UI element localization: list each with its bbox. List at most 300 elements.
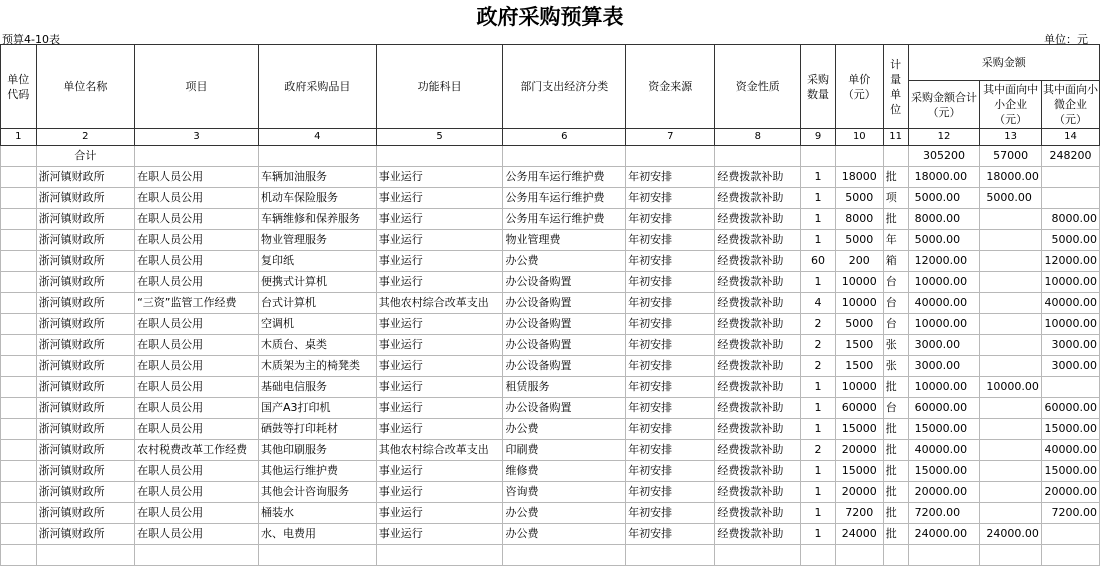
cell-source: 年初安排 (626, 167, 715, 188)
cell-source: 年初安排 (626, 335, 715, 356)
cell-project: 在职人员公用 (135, 377, 259, 398)
cell-unit-code (1, 377, 37, 398)
cell-total: 7200.00 (908, 503, 980, 524)
cell-source: 年初安排 (626, 314, 715, 335)
cell-nature: 经费拨款补助 (715, 503, 801, 524)
cell-qty: 2 (801, 440, 836, 461)
cell-source: 年初安排 (626, 461, 715, 482)
cell-unit: 浙河镇财政所 (36, 293, 135, 314)
cell-uom: 台 (883, 272, 908, 293)
cell-total: 18000.00 (908, 167, 980, 188)
total-label: 合计 (36, 146, 135, 167)
cell-source: 年初安排 (626, 482, 715, 503)
cell-total: 3000.00 (908, 335, 980, 356)
cell-item: 桶装水 (258, 503, 376, 524)
cell-sme: 5000.00 (980, 188, 1042, 209)
table-row (1, 209, 1100, 230)
cell-price: 15000 (835, 461, 883, 482)
cell-func: 事业运行 (376, 503, 503, 524)
cell-item: 木质台、桌类 (258, 335, 376, 356)
cell-uom: 批 (883, 419, 908, 440)
cell-unit: 浙河镇财政所 (36, 398, 135, 419)
cell-project: “三资”监管工作经费 (135, 293, 259, 314)
cell-nature: 经费拨款补助 (715, 524, 801, 545)
th-unit-name: 单位名称 (36, 45, 135, 129)
cell-nature: 经费拨款补助 (715, 461, 801, 482)
col-number: 11 (883, 129, 908, 146)
cell-unit: 浙河镇财政所 (36, 482, 135, 503)
cell-uom: 台 (883, 314, 908, 335)
cell-uom: 批 (883, 377, 908, 398)
table-row (1, 419, 1100, 440)
cell-total: 5000.00 (908, 230, 980, 251)
cell-unit: 浙河镇财政所 (36, 461, 135, 482)
cell-project: 在职人员公用 (135, 251, 259, 272)
cell-unit-code (1, 167, 37, 188)
cell-nature: 经费拨款补助 (715, 440, 801, 461)
cell-func: 事业运行 (376, 419, 503, 440)
cell-project: 在职人员公用 (135, 461, 259, 482)
cell-nature: 经费拨款补助 (715, 356, 801, 377)
cell-item: 车辆加油服务 (258, 167, 376, 188)
cell-unit-code (1, 188, 37, 209)
cell-sme (980, 314, 1042, 335)
cell-uom: 批 (883, 167, 908, 188)
cell-unit: 浙河镇财政所 (36, 419, 135, 440)
col-number: 10 (835, 129, 883, 146)
cell-econ: 印刷费 (503, 440, 626, 461)
cell-nature: 经费拨款补助 (715, 230, 801, 251)
cell-func: 事业运行 (376, 209, 503, 230)
cell-func: 事业运行 (376, 377, 503, 398)
cell-unit: 浙河镇财政所 (36, 209, 135, 230)
cell-item: 车辆维修和保养服务 (258, 209, 376, 230)
cell-sme: 24000.00 (980, 524, 1042, 545)
cell-source: 年初安排 (626, 230, 715, 251)
cell-unit-code (1, 419, 37, 440)
cell-project: 在职人员公用 (135, 167, 259, 188)
budget-table (0, 44, 1100, 566)
cell-price: 5000 (835, 230, 883, 251)
cell-price: 18000 (835, 167, 883, 188)
cell-price: 10000 (835, 293, 883, 314)
cell-econ: 公务用车运行维护费 (503, 167, 626, 188)
cell-price: 10000 (835, 272, 883, 293)
cell-unit: 浙河镇财政所 (36, 335, 135, 356)
cell-econ: 办公设备购置 (503, 314, 626, 335)
th-price: 单价（元） (835, 45, 883, 129)
cell-sme (980, 272, 1042, 293)
cell-qty: 4 (801, 293, 836, 314)
table-row (1, 461, 1100, 482)
cell-nature: 经费拨款补助 (715, 314, 801, 335)
cell-unit: 浙河镇财政所 (36, 188, 135, 209)
unit-label: 单位：元 (1044, 33, 1088, 46)
cell-econ: 办公设备购置 (503, 272, 626, 293)
cell-unit-code (1, 524, 37, 545)
col-number: 4 (258, 129, 376, 146)
th-total: 采购金额合计（元） (908, 81, 980, 129)
cell-unit: 浙河镇财政所 (36, 167, 135, 188)
col-number: 7 (626, 129, 715, 146)
cell-econ: 办公设备购置 (503, 293, 626, 314)
total-row (1, 146, 1100, 167)
th-econ: 部门支出经济分类 (503, 45, 626, 129)
cell-unit-code (1, 272, 37, 293)
table-row (1, 524, 1100, 545)
cell-sme: 18000.00 (980, 167, 1042, 188)
cell-econ: 办公费 (503, 524, 626, 545)
cell-micro: 10000.00 (1041, 314, 1099, 335)
cell-unit-code (1, 335, 37, 356)
col-number: 2 (36, 129, 135, 146)
cell-source: 年初安排 (626, 209, 715, 230)
cell-item: 水、电费用 (258, 524, 376, 545)
cell-unit-code (1, 440, 37, 461)
cell-micro: 40000.00 (1041, 293, 1099, 314)
cell-qty: 2 (801, 356, 836, 377)
col-number: 8 (715, 129, 801, 146)
cell-unit-code (1, 461, 37, 482)
page-title: 政府采购预算表 (476, 4, 624, 29)
cell-sme (980, 335, 1042, 356)
empty-row (1, 545, 1100, 566)
cell-uom: 批 (883, 482, 908, 503)
cell-micro: 15000.00 (1041, 419, 1099, 440)
col-number: 9 (801, 129, 836, 146)
cell-total: 40000.00 (908, 440, 980, 461)
cell-project: 在职人员公用 (135, 335, 259, 356)
cell-unit-code (1, 503, 37, 524)
cell-total: 10000.00 (908, 314, 980, 335)
cell-sme (980, 440, 1042, 461)
cell-sme (980, 461, 1042, 482)
cell-price: 60000 (835, 398, 883, 419)
table-row (1, 167, 1100, 188)
cell-uom: 批 (883, 461, 908, 482)
th-source: 资金来源 (626, 45, 715, 129)
cell-micro: 3000.00 (1041, 356, 1099, 377)
sub-header (0, 31, 1100, 45)
cell-total: 10000.00 (908, 272, 980, 293)
table-row (1, 398, 1100, 419)
cell-item: 机动车保险服务 (258, 188, 376, 209)
cell-econ: 咨询费 (503, 482, 626, 503)
cell-func: 其他农村综合改革支出 (376, 293, 503, 314)
cell-item: 物业管理服务 (258, 230, 376, 251)
cell-func: 事业运行 (376, 314, 503, 335)
cell-sme (980, 482, 1042, 503)
cell-sme (980, 209, 1042, 230)
cell-price: 1500 (835, 335, 883, 356)
table-row (1, 503, 1100, 524)
cell-micro: 12000.00 (1041, 251, 1099, 272)
cell-project: 农村税费改革工作经费 (135, 440, 259, 461)
cell-price: 8000 (835, 209, 883, 230)
cell-source: 年初安排 (626, 272, 715, 293)
cell-price: 24000 (835, 524, 883, 545)
cell-qty: 2 (801, 314, 836, 335)
th-uom: 计量单位 (883, 45, 908, 129)
cell-nature: 经费拨款补助 (715, 251, 801, 272)
cell-item: 便携式计算机 (258, 272, 376, 293)
cell-project: 在职人员公用 (135, 314, 259, 335)
cell-econ: 办公费 (503, 251, 626, 272)
cell-econ: 办公设备购置 (503, 398, 626, 419)
cell-unit: 浙河镇财政所 (36, 503, 135, 524)
cell-qty: 1 (801, 188, 836, 209)
cell-item: 其他会计咨询服务 (258, 482, 376, 503)
cell-econ: 办公设备购置 (503, 335, 626, 356)
cell-item: 木质架为主的椅凳类 (258, 356, 376, 377)
cell-qty: 1 (801, 461, 836, 482)
form-code: 预算4-10表 (2, 33, 60, 46)
cell-uom: 台 (883, 293, 908, 314)
cell-econ: 办公费 (503, 419, 626, 440)
cell-unit: 浙河镇财政所 (36, 230, 135, 251)
cell-func: 事业运行 (376, 356, 503, 377)
cell-micro (1041, 188, 1099, 209)
cell-item: 台式计算机 (258, 293, 376, 314)
cell-func: 事业运行 (376, 461, 503, 482)
cell-qty: 1 (801, 167, 836, 188)
cell-total: 15000.00 (908, 419, 980, 440)
col-number: 5 (376, 129, 503, 146)
cell-unit-code (1, 251, 37, 272)
cell-total: 3000.00 (908, 356, 980, 377)
cell-qty: 1 (801, 230, 836, 251)
th-micro: 其中面向小微企业（元） (1041, 81, 1099, 129)
cell-unit-code (1, 482, 37, 503)
table-row (1, 251, 1100, 272)
table-row (1, 272, 1100, 293)
cell-qty: 1 (801, 419, 836, 440)
cell-func: 事业运行 (376, 272, 503, 293)
th-nature: 资金性质 (715, 45, 801, 129)
cell-unit-code (1, 314, 37, 335)
cell-func: 其他农村综合改革支出 (376, 440, 503, 461)
cell-unit-code (1, 209, 37, 230)
cell-total: 24000.00 (908, 524, 980, 545)
cell-micro (1041, 377, 1099, 398)
cell-unit: 浙河镇财政所 (36, 356, 135, 377)
cell-source: 年初安排 (626, 440, 715, 461)
cell-total: 60000.00 (908, 398, 980, 419)
cell-uom: 项 (883, 188, 908, 209)
cell-qty: 1 (801, 377, 836, 398)
cell-func: 事业运行 (376, 524, 503, 545)
cell-sme (980, 251, 1042, 272)
cell-total: 8000.00 (908, 209, 980, 230)
cell-sme: 10000.00 (980, 377, 1042, 398)
table-row (1, 356, 1100, 377)
table-row (1, 377, 1100, 398)
cell-micro: 8000.00 (1041, 209, 1099, 230)
cell-qty: 1 (801, 503, 836, 524)
cell-price: 20000 (835, 440, 883, 461)
cell-price: 200 (835, 251, 883, 272)
cell-uom: 批 (883, 524, 908, 545)
cell-qty: 1 (801, 209, 836, 230)
cell-uom: 台 (883, 398, 908, 419)
cell-unit: 浙河镇财政所 (36, 524, 135, 545)
cell-uom: 批 (883, 440, 908, 461)
cell-func: 事业运行 (376, 188, 503, 209)
cell-total: 20000.00 (908, 482, 980, 503)
cell-price: 5000 (835, 188, 883, 209)
cell-sme (980, 419, 1042, 440)
cell-nature: 经费拨款补助 (715, 377, 801, 398)
header-row-top (1, 45, 1100, 81)
cell-func: 事业运行 (376, 230, 503, 251)
total-sme: 57000 (980, 146, 1042, 167)
cell-unit: 浙河镇财政所 (36, 251, 135, 272)
cell-item: 其他印刷服务 (258, 440, 376, 461)
cell-source: 年初安排 (626, 251, 715, 272)
total-micro: 248200 (1041, 146, 1099, 167)
cell-uom: 批 (883, 503, 908, 524)
cell-uom: 张 (883, 356, 908, 377)
total-amount: 305200 (908, 146, 980, 167)
cell-nature: 经费拨款补助 (715, 167, 801, 188)
cell-nature: 经费拨款补助 (715, 188, 801, 209)
cell-sme (980, 293, 1042, 314)
cell-nature: 经费拨款补助 (715, 272, 801, 293)
th-amount-group: 采购金额 (908, 45, 1099, 81)
table-row (1, 482, 1100, 503)
cell-econ: 办公费 (503, 503, 626, 524)
cell-project: 在职人员公用 (135, 524, 259, 545)
cell-func: 事业运行 (376, 482, 503, 503)
table-row (1, 440, 1100, 461)
cell-source: 年初安排 (626, 503, 715, 524)
cell-uom: 年 (883, 230, 908, 251)
cell-micro: 60000.00 (1041, 398, 1099, 419)
th-project: 项目 (135, 45, 259, 129)
table-row (1, 335, 1100, 356)
table-row (1, 230, 1100, 251)
cell-price: 7200 (835, 503, 883, 524)
cell-econ: 维修费 (503, 461, 626, 482)
cell-project: 在职人员公用 (135, 398, 259, 419)
cell-nature: 经费拨款补助 (715, 209, 801, 230)
cell-project: 在职人员公用 (135, 209, 259, 230)
cell-source: 年初安排 (626, 524, 715, 545)
cell-sme (980, 503, 1042, 524)
cell-func: 事业运行 (376, 398, 503, 419)
cell-unit-code (1, 398, 37, 419)
cell-nature: 经费拨款补助 (715, 293, 801, 314)
cell-uom: 箱 (883, 251, 908, 272)
cell-econ: 物业管理费 (503, 230, 626, 251)
cell-project: 在职人员公用 (135, 419, 259, 440)
cell-uom: 批 (883, 209, 908, 230)
column-number-row (1, 129, 1100, 146)
th-category: 政府采购品目 (258, 45, 376, 129)
cell-price: 10000 (835, 377, 883, 398)
cell-project: 在职人员公用 (135, 356, 259, 377)
cell-source: 年初安排 (626, 293, 715, 314)
cell-sme (980, 230, 1042, 251)
cell-qty: 60 (801, 251, 836, 272)
cell-price: 5000 (835, 314, 883, 335)
cell-item: 复印纸 (258, 251, 376, 272)
cell-source: 年初安排 (626, 377, 715, 398)
cell-econ: 办公设备购置 (503, 356, 626, 377)
cell-econ: 租赁服务 (503, 377, 626, 398)
cell-nature: 经费拨款补助 (715, 335, 801, 356)
cell-price: 1500 (835, 356, 883, 377)
cell-qty: 1 (801, 482, 836, 503)
cell-unit-code (1, 230, 37, 251)
cell-item: 硒鼓等打印耗材 (258, 419, 376, 440)
cell-nature: 经费拨款补助 (715, 419, 801, 440)
cell-qty: 1 (801, 398, 836, 419)
cell-func: 事业运行 (376, 335, 503, 356)
cell-micro: 40000.00 (1041, 440, 1099, 461)
table-row (1, 293, 1100, 314)
cell-nature: 经费拨款补助 (715, 398, 801, 419)
cell-project: 在职人员公用 (135, 503, 259, 524)
cell-project: 在职人员公用 (135, 188, 259, 209)
cell-micro: 10000.00 (1041, 272, 1099, 293)
cell-unit-code (1, 356, 37, 377)
table-row (1, 314, 1100, 335)
cell-func: 事业运行 (376, 251, 503, 272)
cell-nature: 经费拨款补助 (715, 482, 801, 503)
th-sme: 其中面向中小企业（元） (980, 81, 1042, 129)
cell-project: 在职人员公用 (135, 272, 259, 293)
cell-micro (1041, 167, 1099, 188)
col-number: 12 (908, 129, 980, 146)
cell-micro: 15000.00 (1041, 461, 1099, 482)
cell-total: 12000.00 (908, 251, 980, 272)
cell-price: 20000 (835, 482, 883, 503)
th-qty: 采购数量 (801, 45, 836, 129)
col-number: 6 (503, 129, 626, 146)
cell-econ: 公务用车运行维护费 (503, 209, 626, 230)
cell-project: 在职人员公用 (135, 230, 259, 251)
th-unit-code: 单位代码 (1, 45, 37, 129)
col-number: 13 (980, 129, 1042, 146)
cell-total: 5000.00 (908, 188, 980, 209)
cell-source: 年初安排 (626, 188, 715, 209)
cell-source: 年初安排 (626, 356, 715, 377)
table-row (1, 188, 1100, 209)
cell-sme (980, 356, 1042, 377)
cell-qty: 2 (801, 335, 836, 356)
cell-qty: 1 (801, 524, 836, 545)
cell-item: 国产A3打印机 (258, 398, 376, 419)
col-number: 1 (1, 129, 37, 146)
cell-qty: 1 (801, 272, 836, 293)
cell-project: 在职人员公用 (135, 482, 259, 503)
cell-source: 年初安排 (626, 398, 715, 419)
cell-unit: 浙河镇财政所 (36, 272, 135, 293)
cell-micro: 5000.00 (1041, 230, 1099, 251)
cell-micro: 3000.00 (1041, 335, 1099, 356)
cell-micro (1041, 524, 1099, 545)
cell-item: 基础电信服务 (258, 377, 376, 398)
cell-econ: 公务用车运行维护费 (503, 188, 626, 209)
cell-uom: 张 (883, 335, 908, 356)
cell-total: 40000.00 (908, 293, 980, 314)
cell-source: 年初安排 (626, 419, 715, 440)
cell-price: 15000 (835, 419, 883, 440)
cell-total: 10000.00 (908, 377, 980, 398)
cell-item: 其他运行维护费 (258, 461, 376, 482)
cell-micro: 7200.00 (1041, 503, 1099, 524)
